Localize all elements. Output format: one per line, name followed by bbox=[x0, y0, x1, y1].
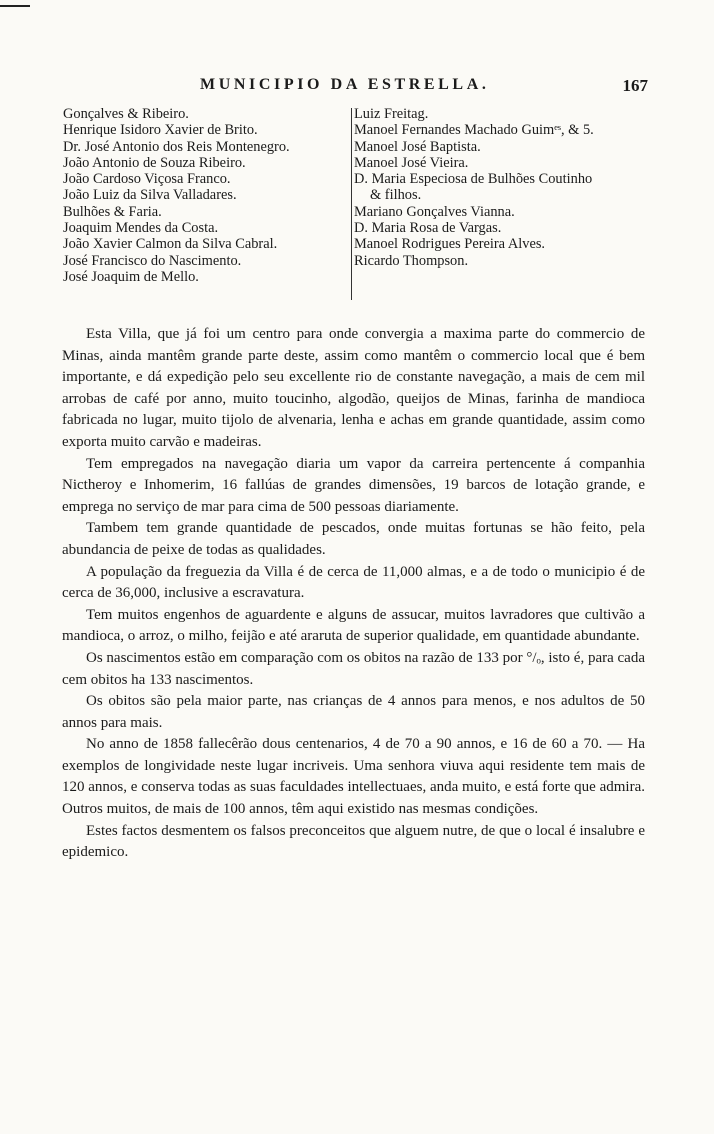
page-header bbox=[60, 76, 656, 100]
name-entry: João Luiz da Silva Valladares. bbox=[63, 187, 237, 204]
paragraph: Esta Villa, que já foi um centro para onde convergia a maxima parte do commercio de Minas, ainda mantêm grande parte deste, assim como mantêm o commercio local que é bem importante, e dá expedição pelo seu excellente rio de constante navegação, a mais de cem mil arrobas de café por anno, muito toucinho, algodão, queijos de Minas, farinha de mandioca fabricada no lugar, muito tijolo de alvenaria, lenha e achas em grande quantidade, assim como exporta muito carvão e madeiras. bbox=[62, 326, 645, 450]
name-entry: João Antonio de Souza Ribeiro. bbox=[63, 154, 246, 171]
paragraph: Estes factos desmentem os falsos preconceitos que alguem nutre, de que o local é insalubre e epidemico. bbox=[62, 822, 645, 861]
page-number: 167 bbox=[622, 76, 648, 95]
body-text bbox=[62, 324, 645, 864]
name-entry: Joaquim Mendes da Costa. bbox=[63, 220, 219, 237]
name-entry: Manoel Fernandes Machado Guimᵉˢ, & 5. bbox=[354, 122, 594, 139]
name-entry: João Xavier Calmon da Silva Cabral. bbox=[63, 236, 278, 253]
paragraph: Os nascimentos estão em comparação com os obitos na razão de 133 por °/ₒ, isto é, para cada cem obitos ha 133 nascimentos. bbox=[62, 649, 645, 688]
name-entry: José Joaquim de Mello. bbox=[63, 268, 199, 285]
name-entry: Bulhões & Faria. bbox=[63, 203, 162, 220]
name-entry: Ricardo Thompson. bbox=[354, 252, 469, 269]
name-entry-continuation: & filhos. bbox=[370, 187, 422, 204]
paragraph: A população da freguezia da Villa é de cerca de 11,000 almas, e a de todo o municipio é de cerca de 36,000, inclusive a escravatura. bbox=[62, 563, 645, 602]
name-entry: João Cardoso Viçosa Franco. bbox=[63, 171, 231, 188]
paragraph: Tambem tem grande quantidade de pescados, onde muitas fortunas se hão feito, pela abundancia de peixe de todas as qualidades. bbox=[62, 520, 645, 558]
name-entry: Luiz Freitag. bbox=[354, 106, 429, 122]
paragraph: Tem muitos engenhos de aguardente e alguns de assucar, muitos lavradores que cultivão a mandioca, o arroz, o milho, feijão e até araruta de superior qualidade, em quantidade abundante. bbox=[62, 606, 645, 645]
name-entry: Manoel José Vieira. bbox=[354, 154, 469, 171]
name-entry: Dr. José Antonio dos Reis Montenegro. bbox=[63, 138, 290, 155]
name-entry: Gonçalves & Ribeiro. bbox=[63, 106, 189, 122]
name-entry: José Francisco do Nascimento. bbox=[63, 252, 242, 269]
name-entry: D. Maria Rosa de Vargas. bbox=[354, 220, 502, 237]
names-column-right bbox=[354, 106, 646, 269]
name-entry: Manoel José Baptista. bbox=[354, 138, 481, 155]
paragraph: No anno de 1858 fallecêrão dous centenarios, 4 de 70 a 90 annos, e 16 de 60 a 70. — Ha exemplos de longividade neste lugar incriveis. Uma senhora viuva aqui residente tem mais de 120 annos, e conserva todas as suas faculdades intellectuaes, anda muito, e está forte que admira. Outros muitos, de mais de 100 annos, têm aqui existido nas mesmas condições. bbox=[62, 736, 645, 818]
name-entry: Mariano Gonçalves Vianna. bbox=[354, 203, 515, 220]
corner-ink-mark bbox=[0, 5, 30, 7]
paragraph: Os obitos são pela maior parte, nas crianças de 4 annos para menos, e nos adultos de 50 annos para mais. bbox=[62, 693, 645, 731]
name-entry: Manoel Rodrigues Pereira Alves. bbox=[354, 236, 546, 253]
name-entry: D. Maria Especiosa de Bulhões Coutinho bbox=[354, 171, 593, 188]
names-list bbox=[63, 106, 643, 302]
paragraph: Tem empregados na navegação diaria um vapor da carreira pertencente á companhia Nictheroy e Inhomerim, 16 fallúas de grandes dimensões, 19 barcos de lotação grande, e emprega no serviço de mar para cima de 500 pessoas diariamente. bbox=[62, 455, 645, 515]
running-title: MUNICIPIO DA ESTRELLA. bbox=[200, 76, 490, 93]
name-entry: Henrique Isidoro Xavier de Brito. bbox=[63, 122, 258, 139]
column-divider bbox=[351, 108, 352, 300]
names-column-left bbox=[63, 106, 348, 285]
